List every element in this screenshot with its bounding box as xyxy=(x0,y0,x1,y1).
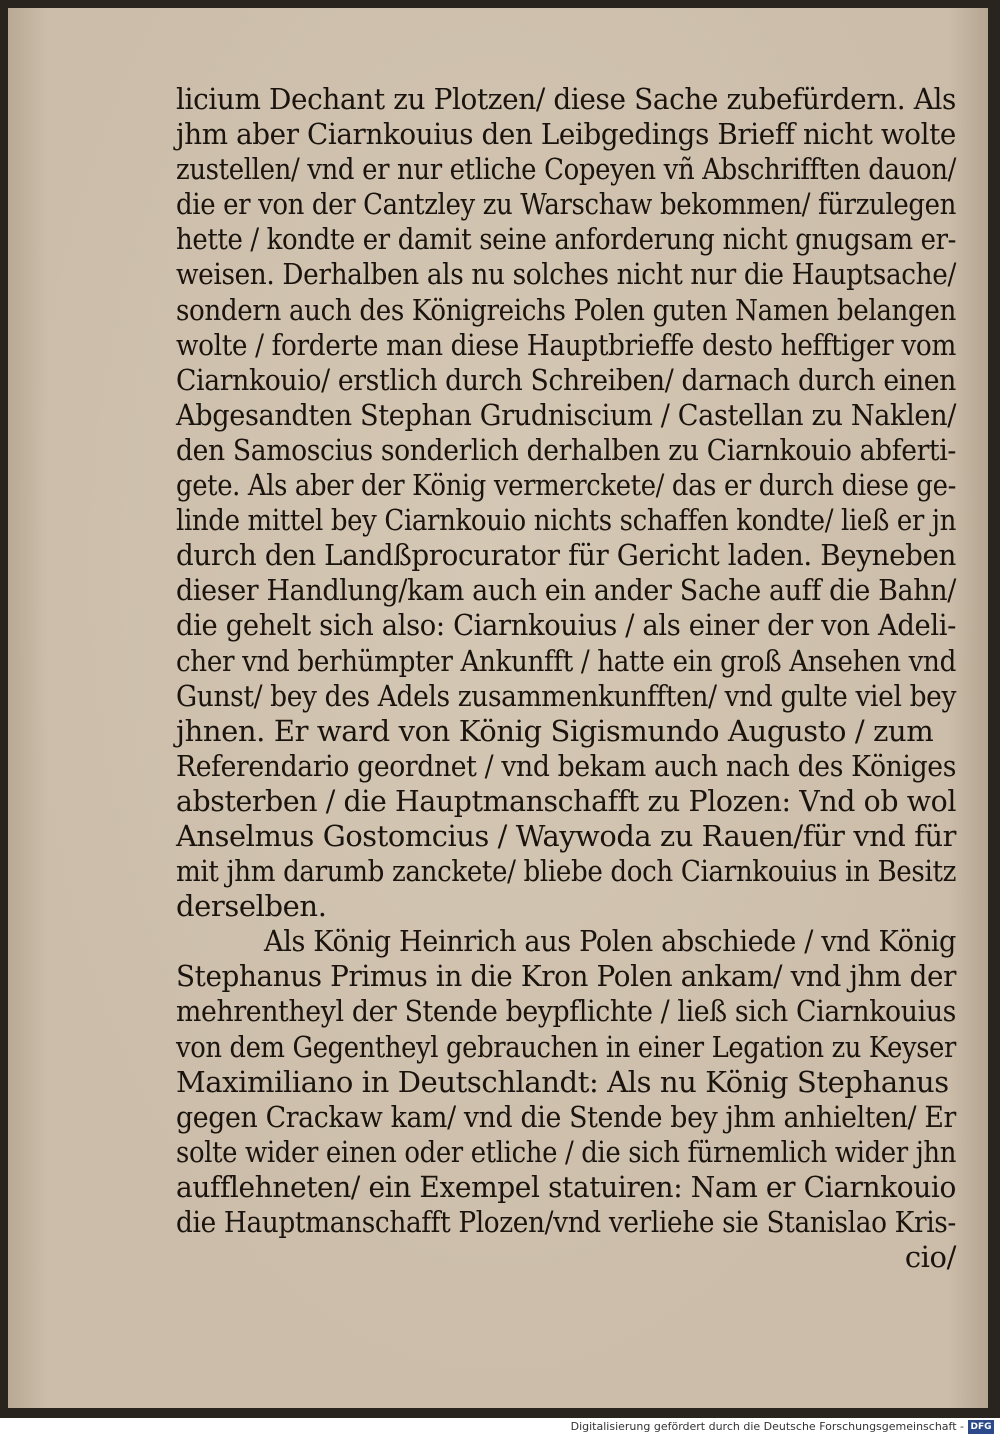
page-text xyxy=(176,82,956,1275)
text-line: Referendario geordnet / vnd bekam auch nach des Königes xyxy=(176,748,957,783)
text-line: jhm aber Ciarnkouius den Leibgedings Brieff nicht wolte xyxy=(176,117,956,152)
footer-credit: Digitalisierung gefördert durch die Deutsche Forschungsgemeinschaft - xyxy=(570,1420,964,1433)
text-line: Maximiliano in Deutschlandt: Als nu König Stephanus xyxy=(176,1064,949,1099)
text-line: Gunst/ bey des Adels zusammenkunfften/ vnd gulte viel bey xyxy=(176,678,957,713)
text-line: weisen. Derhalben als nu solches nicht nur die Hauptsache/ xyxy=(176,257,956,292)
text-line: die gehelt sich also: Ciarnkouius / als einer der von Adeli- xyxy=(176,608,957,643)
text-line: solte wider einen oder etliche / die sich fürnemlich wider jhn xyxy=(176,1134,957,1169)
text-line: Abgesandten Stephan Grudniscium / Castellan zu Naklen/ xyxy=(176,397,957,432)
text-line: derselben. xyxy=(176,889,327,924)
text-line: aufflehneten/ ein Exempel statuiren: Nam er Ciarnkouio xyxy=(176,1169,956,1204)
footer-bar xyxy=(0,1418,1000,1437)
text-line: linde mittel bey Ciarnkouio nichts schaffen kondte/ ließ er jn xyxy=(176,503,956,538)
text-line: Stephanus Primus in die Kron Polen ankam/ vnd jhm der xyxy=(176,959,957,994)
text-line: gete. Als aber der König vermerckete/ das er durch diese ge- xyxy=(176,468,956,503)
text-line: gegen Crackaw kam/ vnd die Stende bey jhm anhielten/ Er xyxy=(176,1099,956,1134)
text-line: Ciarnkouio/ erstlich durch Schreiben/ darnach durch einen xyxy=(176,362,957,397)
dfg-logo-icon: DFG xyxy=(968,1420,994,1434)
text-line: dieser Handlung/kam auch ein ander Sache auff die Bahn/ xyxy=(176,573,956,608)
text-line: jhnen. Er ward von König Sigismundo Augusto / zum xyxy=(176,713,934,748)
paragraph-start-line: Als König Heinrich aus Polen abschiede / vnd König xyxy=(264,924,956,959)
text-line: licium Dechant zu Plotzen/ diese Sache zubefürdern. Als xyxy=(176,82,956,116)
text-line: die Hauptmanschafft Plozen/vnd verliehe sie Stanislao Kris- xyxy=(176,1205,956,1239)
text-line: durch den Landßprocurator für Gericht laden. Beyneben xyxy=(176,538,957,573)
text-line: den Samoscius sonderlich derhalben zu Ciarnkouio abferti- xyxy=(176,432,957,467)
text-line: wolte / forderte man diese Hauptbrieffe desto hefftiger vom xyxy=(176,327,956,362)
text-line: von dem Gegentheyl gebrauchen in einer Legation zu Keyser xyxy=(176,1029,956,1064)
text-line: mit jhm darumb zanckete/ bliebe doch Ciarnkouius in Besitz xyxy=(176,854,957,889)
text-line: sondern auch des Königreichs Polen guten Namen belangen xyxy=(176,292,956,327)
text-line: mehrentheyl der Stende beypflichte / ließ sich Ciarnkouius xyxy=(176,994,957,1029)
text-line: cher vnd berhümpter Ankunfft / hatte ein groß Ansehen vnd xyxy=(176,643,956,678)
text-line: absterben / die Hauptmanschafft zu Plozen: Vnd ob wol xyxy=(176,783,957,818)
text-line: die er von der Cantzley zu Warschaw bekommen/ fürzulegen xyxy=(176,187,957,222)
text-line: zustellen/ vnd er nur etliche Copeyen vñ Abschrifften dauon/ xyxy=(176,152,956,187)
text-line: Anselmus Gostomcius / Waywoda zu Rauen/für vnd für xyxy=(176,818,957,853)
text-line: hette / kondte er damit seine anforderung nicht gnugsam er- xyxy=(176,222,957,257)
book-page xyxy=(8,8,988,1408)
catchword: cio/ xyxy=(904,1240,956,1275)
